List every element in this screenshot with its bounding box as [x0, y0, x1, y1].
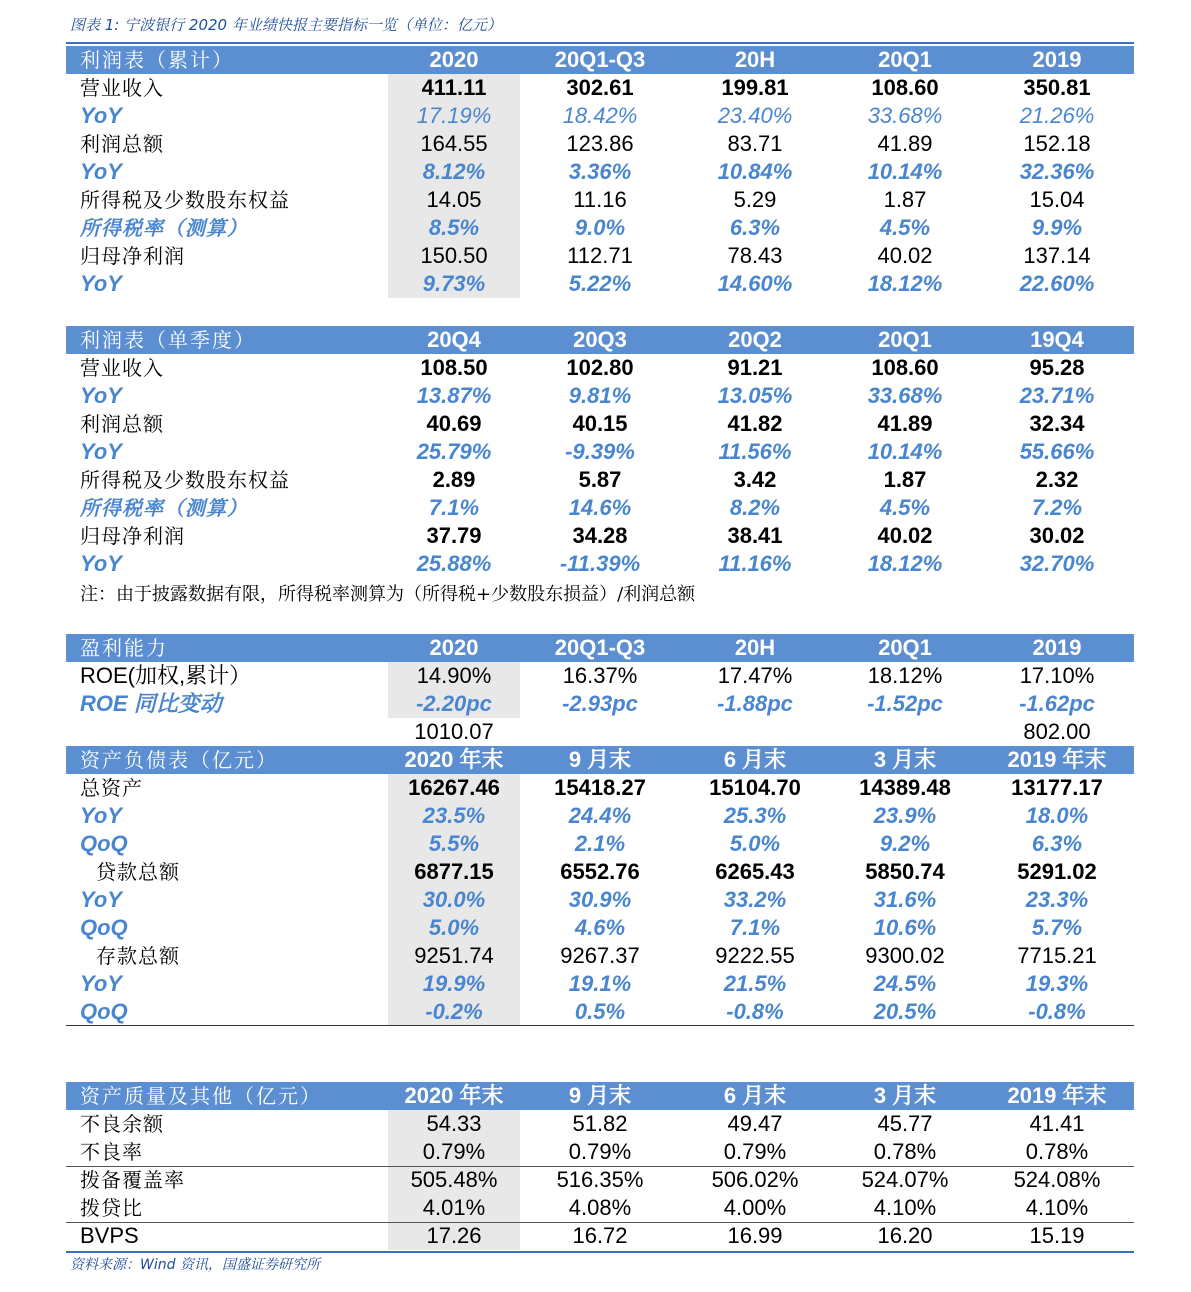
cell: 33.68% [867, 383, 943, 408]
row-label: 总资产 [80, 776, 143, 800]
cell: 25.88% [416, 551, 492, 576]
table-header [66, 46, 1134, 74]
cell: 802.00 [1023, 719, 1091, 744]
cell: 0.78% [1025, 1139, 1089, 1164]
cell: 9267.37 [560, 943, 640, 968]
header-col: 2020 年末 [404, 747, 504, 772]
cell: 32.34 [1029, 411, 1085, 436]
cell: 5.22% [568, 271, 632, 296]
cell: 18.12% [867, 271, 943, 296]
cell: 16.99 [727, 1223, 783, 1248]
row-label: 存款总额 [96, 944, 180, 968]
table-row [66, 662, 1134, 690]
cell: 102.80 [566, 355, 634, 380]
row-label: 所得税率（测算） [80, 496, 248, 520]
cell: 23.9% [873, 803, 937, 828]
table-row [66, 914, 1134, 942]
cell: 45.77 [877, 1111, 933, 1136]
figure-caption: 图表 1: 宁波银行 2020 年业绩快报主要指标一览（单位：亿元） [70, 16, 502, 34]
table-row [66, 214, 1134, 242]
row-label: 不良率 [80, 1140, 143, 1164]
cell: 10.84% [717, 159, 793, 184]
header-col: 20Q1-Q3 [554, 47, 646, 72]
header-col: 3 月末 [873, 747, 937, 772]
row-label: 贷款总额 [96, 860, 180, 884]
cell: 2.32 [1035, 467, 1079, 492]
cell: 11.16 [573, 187, 627, 212]
cell: 17.10% [1019, 663, 1095, 688]
cell: 5.87 [578, 467, 622, 492]
row-label: ROE(加权,累计） [80, 663, 252, 688]
table-row [66, 858, 1134, 886]
cell: 411.11 [421, 75, 487, 100]
table-row [66, 1110, 1134, 1138]
cell: 8.12% [422, 159, 486, 184]
cell: 41.41 [1029, 1111, 1085, 1136]
cell: 40.15 [572, 411, 628, 436]
header-col: 9 月末 [568, 1083, 632, 1108]
table-row [66, 942, 1134, 970]
cell: 23.71% [1019, 383, 1095, 408]
table-row [66, 1166, 1134, 1194]
row-label: 归母净利润 [80, 244, 185, 268]
row-label: YoY [80, 383, 122, 408]
cell: 6.3% [729, 215, 781, 240]
table-row [66, 74, 1134, 102]
cell: 37.79 [426, 523, 482, 548]
cell: 7.1% [729, 915, 781, 940]
cell: 5.5% [428, 831, 480, 856]
cell: 1.87 [883, 187, 927, 212]
row-label: 营业收入 [80, 356, 164, 380]
cell: -2.20pc [416, 691, 492, 716]
cell: 350.81 [1023, 75, 1091, 100]
table-row [66, 522, 1134, 550]
cell: 16.20 [877, 1223, 933, 1248]
cell: 2.89 [432, 467, 476, 492]
cell: 41.89 [877, 131, 933, 156]
row-label: ROE 同比变动 [80, 691, 222, 716]
cell: 16.72 [572, 1223, 628, 1248]
row-label: 不良余额 [80, 1112, 164, 1136]
cell: 164.55 [420, 131, 488, 156]
row-label: 利润总额 [80, 132, 164, 156]
cell: 30.9% [568, 887, 632, 912]
table-header [66, 634, 1134, 662]
table-income-quarterly [66, 326, 1134, 578]
table-row [66, 410, 1134, 438]
row-label: YoY [80, 103, 122, 128]
cell: 19.3% [1025, 971, 1089, 996]
cell: 5.0% [428, 915, 480, 940]
cell: 0.79% [422, 1139, 486, 1164]
cell: 516.35% [556, 1167, 644, 1192]
header-col: 20Q4 [427, 327, 481, 352]
cell: 24.4% [568, 803, 632, 828]
cell: 95.28 [1029, 355, 1085, 380]
cell: 4.00% [723, 1195, 787, 1220]
table-profitability [66, 634, 1134, 746]
cell: 9222.55 [715, 943, 795, 968]
header-col: 2019 年末 [1007, 1083, 1107, 1108]
cell [830, 718, 980, 746]
cell: 54.33 [426, 1111, 482, 1136]
cell: 15.19 [1029, 1223, 1085, 1248]
cell: 18.12% [867, 551, 943, 576]
cell: 20.5% [873, 999, 937, 1024]
table-row [66, 1138, 1134, 1166]
cell: 15.04 [1029, 187, 1085, 212]
header-col: 9 月末 [568, 747, 632, 772]
cell: 17.19% [416, 103, 492, 128]
cell: 524.08% [1013, 1167, 1101, 1192]
cell: 3.42 [733, 467, 777, 492]
header-col: 2019 [1032, 47, 1082, 72]
cell: 302.61 [566, 75, 634, 100]
cell: 524.07% [861, 1167, 949, 1192]
source-note: 资料来源：Wind 资讯，国盛证券研究所 [70, 1257, 320, 1273]
header-col: 20Q1-Q3 [554, 635, 646, 660]
cell: 0.5% [574, 999, 626, 1024]
cell: -0.2% [425, 999, 483, 1024]
row-label: 拨贷比 [80, 1196, 143, 1220]
cell: 8.2% [729, 495, 781, 520]
cell: 10.14% [867, 439, 943, 464]
row-label: 拨备覆盖率 [80, 1168, 185, 1192]
row-label: QoQ [80, 999, 128, 1024]
table-row [66, 970, 1134, 998]
cell: 505.48% [410, 1167, 498, 1192]
table-row [66, 1194, 1134, 1222]
table-row [66, 158, 1134, 186]
cell: 9.73% [422, 271, 486, 296]
cell: 14.6% [568, 495, 632, 520]
cell: -9.39% [565, 439, 635, 464]
cell: 32.36% [1019, 159, 1095, 184]
cell: 4.10% [1025, 1195, 1089, 1220]
cell: 49.47 [727, 1111, 783, 1136]
row-label: 所得税及少数股东权益 [80, 188, 290, 212]
cell: 4.5% [879, 495, 931, 520]
row-label: YoY [80, 803, 122, 828]
cell: 19.1% [568, 971, 632, 996]
cell: 16267.46 [408, 775, 500, 800]
table-header [66, 326, 1134, 354]
table-row [66, 130, 1134, 158]
cell: 506.02% [711, 1167, 799, 1192]
cell: 7715.21 [1017, 943, 1097, 968]
table-balance-sheet [66, 746, 1134, 1026]
cell: 33.2% [723, 887, 787, 912]
row-label: YoY [80, 271, 122, 296]
cell: -0.8% [1028, 999, 1086, 1024]
cell: 4.5% [879, 215, 931, 240]
cell: 4.08% [568, 1195, 632, 1220]
cell: 123.86 [566, 131, 634, 156]
cell: 9.9% [1031, 215, 1083, 240]
cell: 21.5% [723, 971, 787, 996]
cell: 41.89 [877, 411, 933, 436]
table-row [66, 718, 1134, 746]
cell [520, 718, 680, 746]
header-label: 资产负债表（亿元） [80, 748, 278, 772]
cell: 24.5% [873, 971, 937, 996]
cell: 91.21 [727, 355, 783, 380]
table-row [66, 466, 1134, 494]
table-row [66, 690, 1134, 718]
cell: 2.1% [574, 831, 626, 856]
cell: 9.81% [568, 383, 632, 408]
header-col: 19Q4 [1030, 327, 1084, 352]
cell: 22.60% [1019, 271, 1095, 296]
table-row [66, 802, 1134, 830]
cell: 6.3% [1031, 831, 1083, 856]
header-col: 3 月末 [873, 1083, 937, 1108]
header-col: 2020 [429, 635, 479, 660]
cell: 23.5% [422, 803, 486, 828]
header-label: 盈利能力 [80, 636, 168, 660]
cell: 0.79% [723, 1139, 787, 1164]
header-col: 20H [734, 47, 776, 72]
cell: 51.82 [572, 1111, 628, 1136]
cell: 14.05 [426, 187, 482, 212]
cell: 23.3% [1025, 887, 1089, 912]
table-row [66, 774, 1134, 802]
cell: 4.10% [873, 1195, 937, 1220]
cell: 30.0% [422, 887, 486, 912]
cell: 14.90% [416, 663, 492, 688]
cell: 13177.17 [1011, 775, 1103, 800]
cell: 108.50 [420, 355, 488, 380]
cell: 13.05% [717, 383, 793, 408]
cell: 16.37% [562, 663, 638, 688]
cell: 11.56% [718, 439, 792, 464]
cell: 38.41 [727, 523, 783, 548]
table-asset-quality [66, 1082, 1134, 1250]
cell: 18.42% [562, 103, 638, 128]
table-row [66, 102, 1134, 130]
row-label: QoQ [80, 915, 128, 940]
cell: 10.6% [873, 915, 937, 940]
table-note: 注：由于披露数据有限，所得税率测算为（所得税+少数股东损益）/利润总额 [80, 584, 696, 605]
cell: 14.60% [717, 271, 793, 296]
cell: 55.66% [1019, 439, 1095, 464]
cell: 7.2% [1031, 495, 1083, 520]
cell: 8.5% [428, 215, 480, 240]
cell: 11.16% [718, 551, 792, 576]
header-col: 2020 年末 [404, 1083, 504, 1108]
cell: 5291.02 [1017, 859, 1097, 884]
cell: 9251.74 [414, 943, 494, 968]
table-row [66, 1222, 1134, 1250]
cell: 17.26 [426, 1223, 482, 1248]
cell: 112.71 [567, 243, 633, 268]
cell: -1.52pc [867, 691, 943, 716]
cell: 1.87 [883, 467, 927, 492]
table-row [66, 242, 1134, 270]
cell: 4.6% [574, 915, 626, 940]
cell: 137.14 [1023, 243, 1091, 268]
cell: 30.02 [1029, 523, 1085, 548]
cell: 23.40% [717, 103, 793, 128]
row-label: YoY [80, 971, 122, 996]
cell: 6265.43 [715, 859, 795, 884]
row-label: 所得税率（测算） [80, 216, 248, 240]
cell: 40.02 [877, 523, 933, 548]
cell: 78.43 [727, 243, 783, 268]
table-row [66, 550, 1134, 578]
row-label: YoY [80, 887, 122, 912]
table-row [66, 186, 1134, 214]
header-label: 资产质量及其他（亿元） [80, 1084, 322, 1108]
cell: -0.8% [726, 999, 784, 1024]
cell: 3.36% [568, 159, 632, 184]
row-label: 营业收入 [80, 76, 164, 100]
header-col: 2019 年末 [1007, 747, 1107, 772]
header-col: 2020 [429, 47, 479, 72]
row-label: 所得税及少数股东权益 [80, 468, 290, 492]
cell: 150.50 [420, 243, 488, 268]
cell: 17.47% [717, 663, 793, 688]
cell: 40.02 [877, 243, 933, 268]
cell: 6552.76 [560, 859, 640, 884]
table-row [66, 270, 1134, 298]
table-row [66, 438, 1134, 466]
caption-rule [66, 42, 1134, 44]
cell: 14389.48 [859, 775, 951, 800]
cell: 1010.07 [414, 719, 494, 744]
cell: 0.79% [568, 1139, 632, 1164]
row-label: QoQ [80, 831, 128, 856]
cell: 9.0% [574, 215, 626, 240]
cell: 15104.70 [709, 775, 801, 800]
cell: 19.9% [422, 971, 486, 996]
cell: 152.18 [1023, 131, 1091, 156]
cell: 33.68% [867, 103, 943, 128]
table-bottom-rule [66, 1251, 1134, 1253]
cell: -2.93pc [562, 691, 638, 716]
cell: -1.88pc [717, 691, 793, 716]
cell: 5850.74 [865, 859, 945, 884]
cell: 7.1% [428, 495, 480, 520]
header-col: 2019 [1032, 635, 1082, 660]
cell: 18.12% [867, 663, 943, 688]
cell: 10.14% [867, 159, 943, 184]
cell [680, 718, 830, 746]
cell: 199.81 [721, 75, 789, 100]
row-label: YoY [80, 439, 122, 464]
table-row [66, 998, 1134, 1026]
row-label: YoY [80, 551, 122, 576]
table-row [66, 830, 1134, 858]
cell: 0.78% [873, 1139, 937, 1164]
cell: -11.39% [559, 551, 641, 576]
cell: 9.2% [879, 831, 931, 856]
header-col: 20Q1 [878, 327, 932, 352]
row-label: BVPS [80, 1223, 139, 1248]
table-header [66, 1082, 1134, 1110]
table-header [66, 746, 1134, 774]
cell: 21.26% [1019, 103, 1095, 128]
table-row [66, 886, 1134, 914]
cell: 108.60 [871, 355, 939, 380]
header-col: 6 月末 [723, 1083, 787, 1108]
cell: 34.28 [572, 523, 628, 548]
cell: 9300.02 [865, 943, 945, 968]
table-row [66, 494, 1134, 522]
cell: 6877.15 [414, 859, 494, 884]
cell: 40.69 [426, 411, 482, 436]
cell: 13.87% [416, 383, 492, 408]
header-col: 20Q3 [573, 327, 627, 352]
cell: 83.71 [727, 131, 783, 156]
header-col: 20H [734, 635, 776, 660]
table-row [66, 382, 1134, 410]
cell: 25.3% [723, 803, 787, 828]
cell: 5.7% [1031, 915, 1083, 940]
cell: 15418.27 [554, 775, 646, 800]
table-bottom-rule [66, 1025, 1134, 1026]
cell: 31.6% [873, 887, 937, 912]
header-label: 利润表（单季度） [80, 328, 256, 352]
cell: 4.01% [422, 1195, 486, 1220]
cell: 18.0% [1025, 803, 1089, 828]
table-income-cumulative [66, 46, 1134, 298]
header-col: 6 月末 [723, 747, 787, 772]
header-label: 利润表（累计） [80, 48, 234, 72]
header-col: 20Q1 [878, 635, 932, 660]
header-col: 20Q1 [878, 47, 932, 72]
cell: 108.60 [871, 75, 939, 100]
row-label: YoY [80, 159, 122, 184]
cell: -1.62pc [1019, 691, 1095, 716]
cell: 41.82 [727, 411, 783, 436]
cell: 25.79% [416, 439, 492, 464]
cell: 32.70% [1019, 551, 1095, 576]
row-label: 归母净利润 [80, 524, 185, 548]
cell: 5.29 [733, 187, 777, 212]
cell: 5.0% [729, 831, 781, 856]
row-label: 利润总额 [80, 412, 164, 436]
table-row [66, 354, 1134, 382]
header-col: 20Q2 [728, 327, 782, 352]
